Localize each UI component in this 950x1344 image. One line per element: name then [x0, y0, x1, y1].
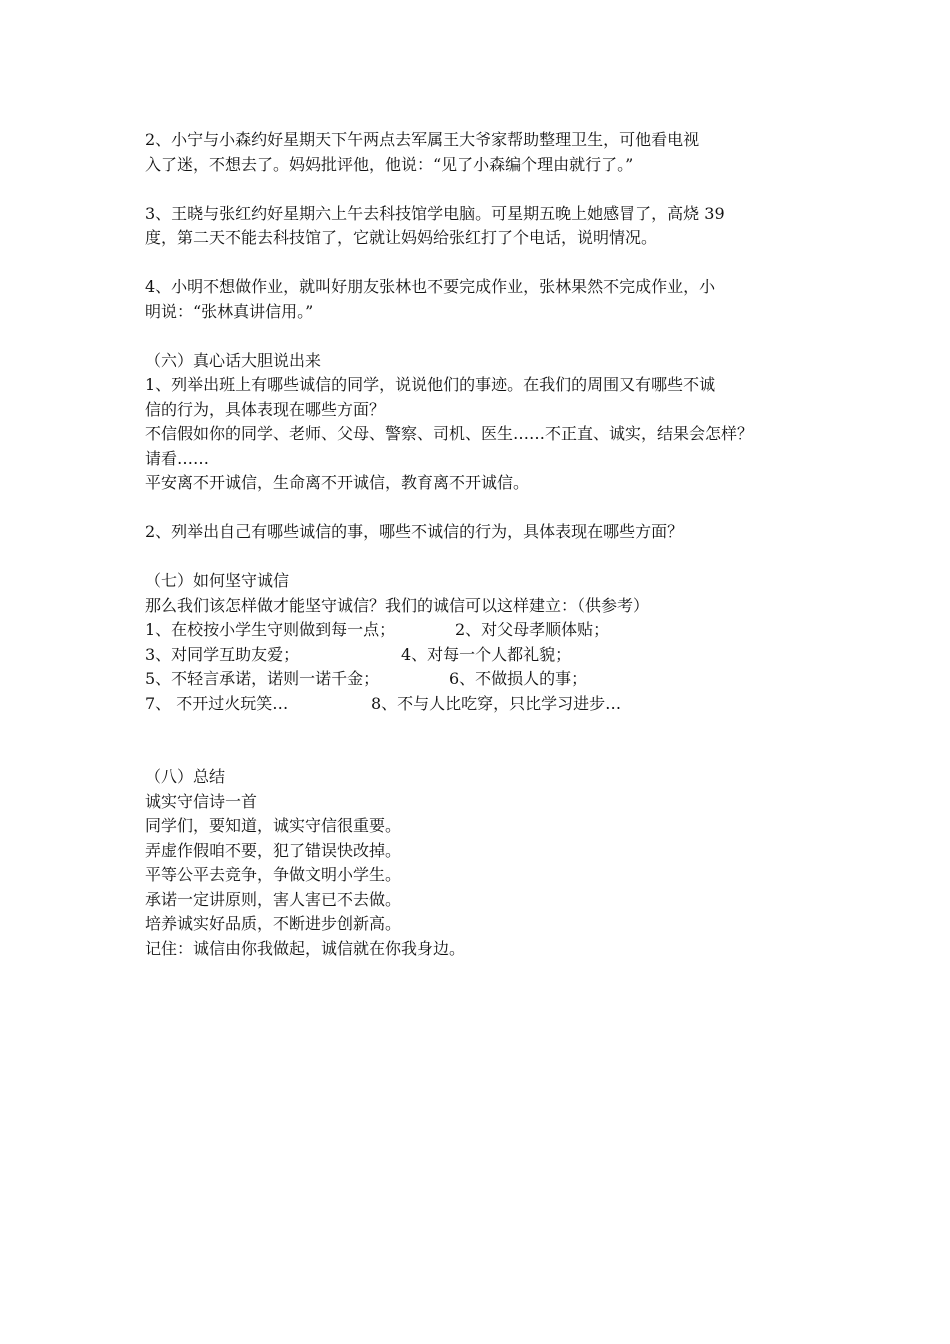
section-7-item-4: 4、对每一个人都礼貌； — [401, 644, 572, 664]
section-6-q2: 2、列举出自己有哪些诚信的事，哪些不诚信的行为，具体表现在哪些方面？ — [145, 522, 684, 541]
poem-line: 平等公平去竞争，争做文明小学生。 — [145, 865, 402, 884]
section-7-heading: （七）如何坚守诚信 — [145, 571, 290, 590]
section-6-q1-line-2: 信的行为，具体表现在哪些方面？ — [145, 399, 386, 419]
section-7-row — [145, 692, 815, 717]
section-7-item-1: 1、在校按小学生守则做到每一点； — [145, 620, 396, 639]
section-7-row — [145, 667, 815, 692]
poem-line: 承诺一定讲原则，害人害已不去做。 — [145, 889, 402, 909]
section-6-q1-line-3: 不信假如你的同学、老师、父母、警察、司机、医生……不正直、诚实，结果会怎样？ — [145, 424, 754, 443]
section-7-item-3: 3、对同学互助友爱； — [145, 644, 300, 664]
poem-line: 记住：诚信由你我做起，诚信就在你我身边。 — [145, 938, 466, 958]
section-7-row — [145, 643, 815, 668]
section-7-item-2: 2、对父母孝顺体贴； — [455, 620, 610, 639]
poem-line: 培养诚实好品质，不断进步创新高。 — [145, 914, 402, 933]
document-body — [145, 128, 815, 961]
poem-title: 诚实守信诗一首 — [145, 791, 258, 811]
section-7-intro: 那么我们该怎样做才能坚守诚信？我们的诚信可以这样建立：（供参考） — [145, 595, 650, 615]
scenario-4-line-1: 4、小明不想做作业，就叫好朋友张林也不要完成作业，张林果然不完成作业，小 — [145, 277, 716, 296]
section-7-item-6: 6、不做损人的事； — [449, 669, 588, 688]
section-6-heading: （六）真心话大胆说出来 — [145, 350, 322, 370]
section-6-q1-line-5: 平安离不开诚信，生命离不开诚信，教育离不开诚信。 — [145, 473, 530, 492]
section-7-item-8: 8、不与人比吃穿，只比学习进步… — [371, 693, 622, 713]
scenario-2-line-2: 入了迷，不想去了。妈妈批评他，他说：“见了小森编个理由就行了。” — [145, 154, 634, 174]
poem-line: 弄虚作假咱不要，犯了错误快改掉。 — [145, 840, 402, 860]
section-6-q1-line-1: 1、列举出班上有哪些诚信的同学，说说他们的事迹。在我们的周围又有哪些不诚 — [145, 375, 716, 394]
section-7-item-5: 5、不轻言承诺，诺则一诺千金； — [145, 669, 380, 688]
scenario-3-line-2: 度，第二天不能去科技馆了，它就让妈妈给张红打了个电话，说明情况。 — [145, 228, 658, 247]
section-6-q1-line-4: 请看…… — [145, 448, 210, 468]
section-7-row — [145, 618, 815, 643]
section-8-heading: （八）总结 — [145, 767, 226, 786]
section-7-item-7: 7、 不开过火玩笑… — [145, 693, 289, 713]
scenario-4-line-2: 明说：“张林真讲信用。” — [145, 301, 314, 321]
scenario-3-line-1: 3、王晓与张红约好星期六上午去科技馆学电脑。可星期五晚上她感冒了，高烧 39 — [145, 203, 725, 223]
scenario-2-line-1: 2、小宁与小森约好星期天下午两点去军属王大爷家帮助整理卫生，可他看电视 — [145, 130, 700, 149]
poem-line: 同学们，要知道，诚实守信很重要。 — [145, 816, 402, 835]
